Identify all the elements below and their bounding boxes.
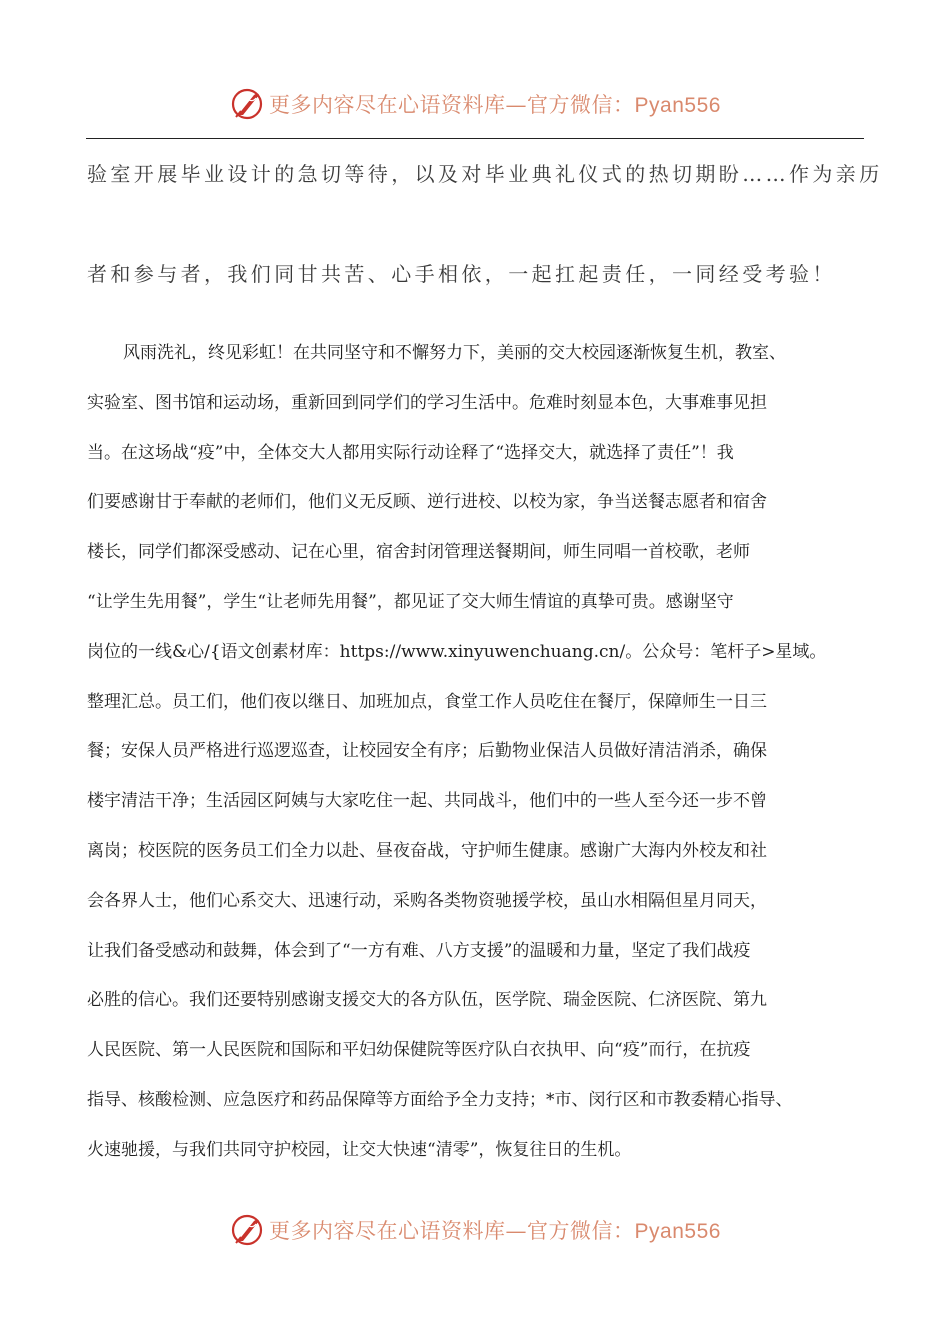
footer-banner xyxy=(0,1208,950,1252)
body-line: 当。在这场战“疫”中，全体交大人都用实际行动诠释了“选择交大，就选择了责任”！我 xyxy=(87,442,734,463)
body-line: 指导、核酸检测、应急医疗和药品保障等方面给予全力支持；*市、闵行区和市教委精心指导、 xyxy=(87,1089,793,1110)
body-paragraph xyxy=(87,329,877,1176)
body-line: 整理汇总。员工们，他们夜以继日、加班加点，食堂工作人员吃住在餐厅，保障师生一日三 xyxy=(87,691,767,712)
body-line: 楼长，同学们都深受感动、记在心里，宿舍封闭管理送餐期间，师生同唱一首校歌，老师 xyxy=(87,542,750,563)
body-line: 们要感谢甘于奉献的老师们，他们义无反顾、逆行进校、以校为家，争当送餐志愿者和宿舍 xyxy=(87,492,767,513)
body-line: 会各界人士，他们心系交大、迅速行动，采购各类物资驰援学校，虽山水相隔但星月同天， xyxy=(87,890,767,911)
body-line: “让学生先用餐”，学生“让老师先用餐”，都见证了交大师生情谊的真挚可贵。感谢坚守 xyxy=(87,591,734,612)
body-line: 人民医院、第一人民医院和国际和平妇幼保健院等医疗队白衣执甲、向“疫”而行，在抗疫 xyxy=(87,1040,751,1061)
body-line: 让我们备受感动和鼓舞，体会到了“一方有难、八方支援”的温暖和力量，坚定了我们战疫 xyxy=(87,940,751,961)
body-line: 楼宇清洁干净；生活园区阿姨与大家吃住一起、共同战斗，他们中的一些人至今还一步不曾 xyxy=(87,791,767,812)
footer-banner-label: 更多内容尽在心语资料库—官方微信： xyxy=(269,1219,635,1243)
header-banner-text xyxy=(269,89,721,119)
body-line: 餐；安保人员严格进行巡逻巡查，让校园安全有序；后勤物业保洁人员做好清洁消杀，确保 xyxy=(87,741,767,762)
quill-pen-logo-icon xyxy=(229,86,265,122)
body-line-link: 岗位的一线&心/{语文创素材库：https://www.xinyuwenchuang.cn/。公众号：笔杆子>星域。 xyxy=(87,641,827,662)
footer-wechat-id: Pyan556 xyxy=(634,1220,721,1243)
body-line: 离岗；校医院的医务员工们全力以赴、昼夜奋战，守护师生健康。感谢广大海内外校友和社 xyxy=(87,840,767,861)
header-banner xyxy=(0,82,950,126)
intro-line-2: 者和参与者，我们同甘共苦、心手相依，一起扛起责任，一同经受考验！ xyxy=(87,262,836,286)
quill-pen-logo-icon xyxy=(229,1212,265,1248)
body-line: 必胜的信心。我们还要特别感谢支援交大的各方队伍，医学院、瑞金医院、仁济医院、第九 xyxy=(87,990,767,1011)
body-line: 实验室、图书馆和运动场，重新回到同学们的学习生活中。危难时刻显本色，大事难事见担 xyxy=(87,392,767,413)
footer-banner-text xyxy=(269,1215,721,1245)
header-divider xyxy=(86,138,864,139)
intro-line-1: 验室开展毕业设计的急切等待，以及对毕业典礼仪式的热切期盼……作为亲历 xyxy=(87,162,883,186)
body-line: 风雨洗礼，终见彩虹！在共同坚守和不懈努力下，美丽的交大校园逐渐恢复生机，教室、 xyxy=(123,343,786,363)
header-wechat-id: Pyan556 xyxy=(634,94,721,117)
header-banner-label: 更多内容尽在心语资料库—官方微信： xyxy=(269,93,635,117)
body-line: 火速驰援，与我们共同守护校园，让交大快速“清零”，恢复往日的生机。 xyxy=(87,1139,632,1160)
